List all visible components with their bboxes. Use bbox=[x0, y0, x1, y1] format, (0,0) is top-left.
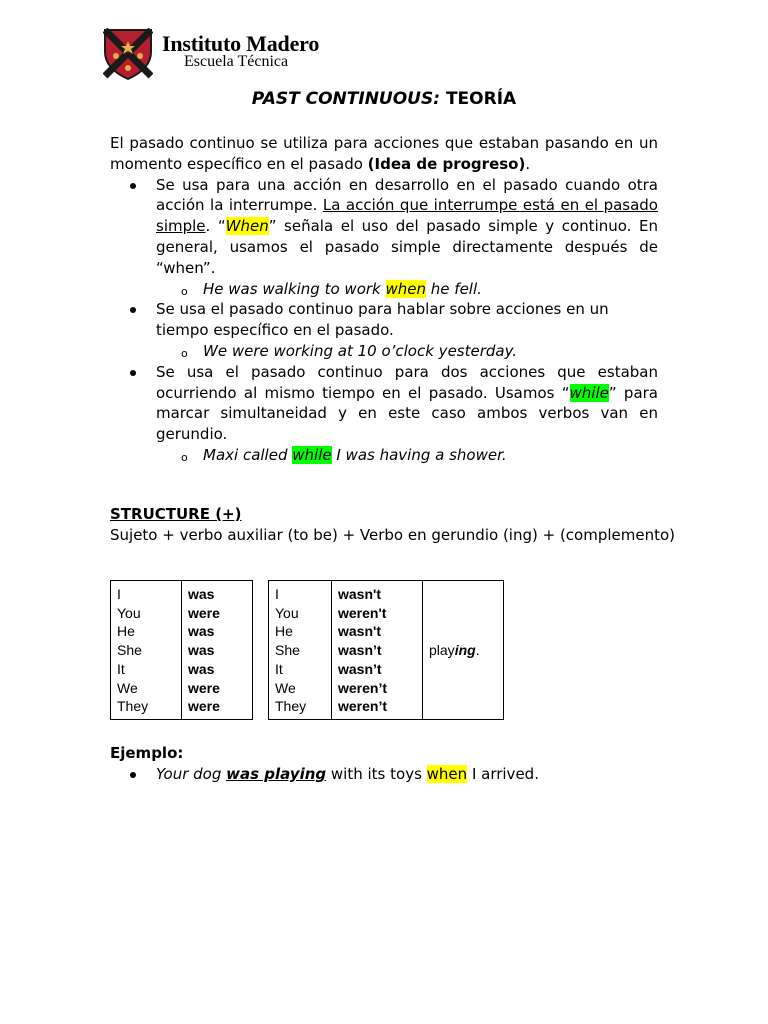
verb-cell: was bbox=[188, 586, 215, 602]
verb-cell: weren’t bbox=[338, 679, 388, 696]
rule-item-while bbox=[110, 362, 658, 466]
circle-bullet-icon: o bbox=[181, 450, 188, 464]
pronoun-cell: She bbox=[117, 642, 142, 659]
example-bullet-list bbox=[110, 764, 658, 785]
verb-column bbox=[182, 581, 253, 720]
rule-item-when bbox=[110, 175, 658, 300]
rule-item-specific-time bbox=[110, 299, 658, 361]
highlight-while: while bbox=[292, 445, 332, 464]
gerund-column bbox=[423, 581, 504, 720]
rule-text bbox=[156, 175, 658, 279]
pronoun-cell: It bbox=[275, 660, 283, 677]
verb-cell: were bbox=[188, 604, 220, 621]
example-list bbox=[156, 341, 658, 362]
gerund-base: play bbox=[429, 642, 455, 659]
circle-bullet-icon: o bbox=[181, 284, 188, 298]
bullet-icon bbox=[130, 307, 136, 313]
pronoun-cell: They bbox=[275, 698, 307, 715]
pronoun-column bbox=[269, 581, 332, 720]
theory-content bbox=[110, 133, 658, 466]
bullet-icon bbox=[130, 772, 136, 778]
example-item bbox=[156, 445, 658, 466]
verb-cell: was bbox=[188, 660, 215, 677]
rule-text-start: Se usa el pasado continuo para dos acciones que estaban ocurriendo al mismo tiempo en el pasado. Usamos “ bbox=[156, 362, 658, 402]
rules-list bbox=[110, 175, 658, 466]
verb-cell: were bbox=[188, 679, 220, 696]
pronoun-cell: He bbox=[275, 623, 293, 640]
verb-cell: was bbox=[188, 642, 215, 659]
affirmative-table bbox=[110, 580, 253, 720]
pronoun-cell: We bbox=[117, 679, 138, 696]
gerund-suffix: ing bbox=[454, 642, 476, 659]
verb-cell: was bbox=[188, 623, 215, 640]
example-sentence bbox=[110, 764, 658, 785]
bullet-icon bbox=[130, 370, 136, 376]
example-list bbox=[156, 445, 658, 466]
verb-cell: were bbox=[188, 698, 220, 715]
title-regular-part: TEORÍA bbox=[440, 89, 517, 109]
example-before: He was walking to work bbox=[203, 279, 386, 298]
example-part4: I arrived. bbox=[467, 765, 539, 783]
pronoun-cell: You bbox=[117, 604, 141, 621]
pronoun-column bbox=[111, 581, 182, 720]
verb-column bbox=[332, 581, 423, 720]
verb-cell: wasn’t bbox=[338, 660, 382, 677]
intro-bold: (Idea de progreso) bbox=[367, 154, 526, 173]
page-title bbox=[0, 89, 768, 109]
highlight-when: when bbox=[426, 765, 468, 783]
highlight-when: when bbox=[385, 279, 427, 298]
pronoun-cell: She bbox=[275, 642, 300, 659]
circle-bullet-icon: o bbox=[181, 346, 188, 360]
verb-cell: wasn't bbox=[338, 623, 382, 640]
negative-table bbox=[268, 580, 504, 720]
example-after: he fell. bbox=[426, 279, 482, 298]
structure-heading: STRUCTURE (+) bbox=[110, 505, 242, 523]
highlight-while: while bbox=[569, 383, 609, 402]
rule-text-mid: . “ bbox=[205, 217, 226, 236]
gerund-end: . bbox=[475, 642, 480, 659]
bullet-icon bbox=[130, 183, 136, 189]
verb-cell: wasn’t bbox=[338, 642, 382, 659]
pronoun-cell: I bbox=[117, 586, 121, 602]
highlight-when: When bbox=[225, 217, 269, 236]
pronoun-cell: You bbox=[275, 604, 299, 621]
rule-text-start: Se usa para una acción en desarrollo en el pasado cuando otra acción la interrumpe. bbox=[156, 175, 658, 215]
title-italic-part: PAST CONTINUOUS: bbox=[251, 89, 441, 109]
example-bullet-item bbox=[110, 764, 658, 785]
institution-subtitle: Escuela Técnica bbox=[184, 53, 289, 70]
verb-cell: weren't bbox=[338, 604, 387, 621]
example-heading: Ejemplo: bbox=[110, 744, 184, 762]
pronoun-cell: It bbox=[117, 660, 125, 677]
example-part1: Your dog bbox=[156, 765, 227, 783]
pronoun-cell: I bbox=[275, 586, 279, 602]
structure-formula: Sujeto + verbo auxiliar (to be) + Verbo en gerundio (ing) + (complemento) bbox=[110, 526, 676, 544]
example-item bbox=[156, 341, 658, 362]
example-item bbox=[156, 279, 658, 300]
rule-text bbox=[156, 362, 658, 445]
example-list bbox=[156, 279, 658, 300]
rule-text: Se usa el pasado continuo para hablar sobre acciones en un tiempo específico en el pasado. bbox=[156, 300, 609, 340]
pronoun-cell: They bbox=[117, 698, 149, 715]
rule-underlined: La acción que interrumpe está en el pasado simple bbox=[156, 196, 658, 236]
intro-end: . bbox=[525, 154, 531, 173]
intro-text: El pasado continuo se utiliza para acciones que estaban pasando en un momento específico en el pasado bbox=[110, 134, 658, 173]
example-text: We were working at 10 o’clock yesterday. bbox=[203, 341, 518, 360]
example-verb: was playing bbox=[226, 765, 327, 783]
pronoun-cell: We bbox=[275, 679, 296, 696]
verb-cell: weren’t bbox=[338, 698, 388, 715]
rule-text-end: ” señala el uso del pasado simple y continuo. En general, usamos el pasado simple directamente después de “when”. bbox=[156, 217, 658, 277]
intro-paragraph bbox=[110, 133, 658, 175]
verb-cell: wasn't bbox=[338, 586, 382, 602]
example-part3: with its toys bbox=[326, 765, 427, 783]
institution-name: Instituto Madero bbox=[162, 31, 320, 56]
example-after: I was having a shower. bbox=[331, 445, 507, 464]
rule-text-end: ” para marcar simultaneidad y en este caso ambos verbos van en gerundio. bbox=[156, 383, 658, 444]
pronoun-cell: He bbox=[117, 623, 135, 640]
example-before: Maxi called bbox=[203, 445, 293, 464]
shield-crest-icon bbox=[103, 28, 153, 80]
